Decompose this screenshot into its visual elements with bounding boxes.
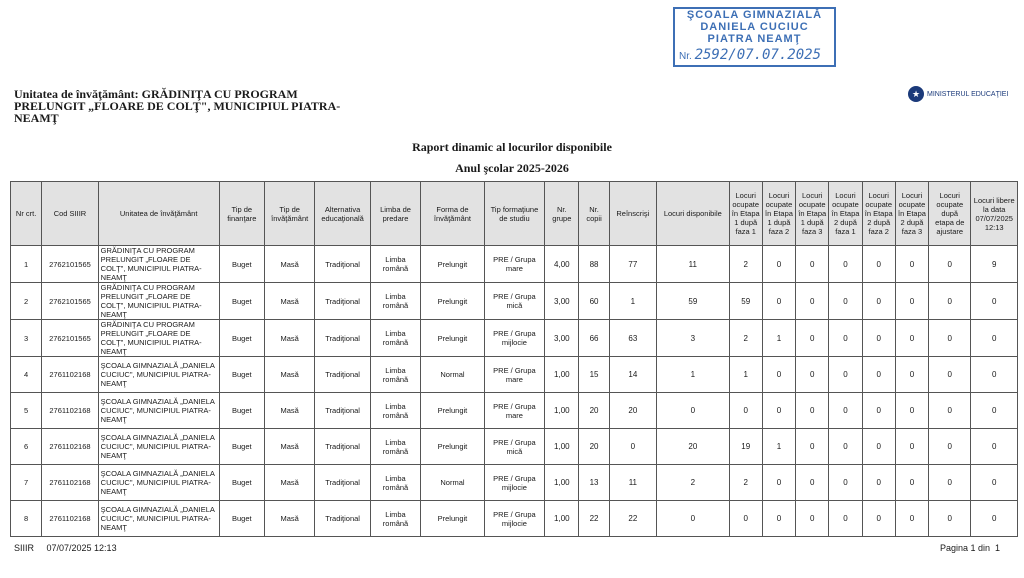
table-row	[11, 246, 1018, 283]
table-cell: Buget	[219, 283, 264, 320]
column-header: Locuri ocupate în Etapa 2 după faza 3	[895, 182, 928, 246]
table-row	[11, 320, 1018, 357]
table-cell: 0	[929, 357, 971, 393]
ministry-logo	[908, 86, 1008, 102]
footer-page-number: Pagina 1 din 1	[939, 543, 1000, 553]
table-cell: 0	[762, 246, 795, 283]
table-cell: 13	[579, 465, 609, 501]
table-cell: 0	[895, 501, 928, 537]
table-cell: Prelungit	[421, 320, 485, 357]
table-cell: PRE / Grupa mijlocie	[484, 501, 544, 537]
table-cell: Limba română	[370, 357, 420, 393]
unit-label: Unitatea de învăţământ: GRĂDINIŢA CU PROGRAM PRELUNGIT „FLOARE DE COLŢ", MUNICIPIUL PIATRA-NEAMŢ	[14, 87, 341, 125]
table-row	[11, 357, 1018, 393]
table-cell: 0	[971, 320, 1018, 357]
table-cell: Buget	[219, 357, 264, 393]
table-cell: 0	[796, 357, 829, 393]
table-cell: 0	[796, 393, 829, 429]
table-row	[11, 393, 1018, 429]
table-cell: Tradiţional	[315, 283, 370, 320]
table-cell: Masă	[264, 320, 314, 357]
column-header: Tip de finanţare	[219, 182, 264, 246]
table-cell: 0	[895, 357, 928, 393]
table-cell: Normal	[421, 357, 485, 393]
table-cell: 0	[829, 320, 862, 357]
table-cell: 2	[729, 246, 762, 283]
column-header: Cod SIIIR	[42, 182, 98, 246]
table-cell: 0	[895, 465, 928, 501]
table-cell: GRĂDINIŢA CU PROGRAM PRELUNGIT „FLOARE DE COLŢ", MUNICIPIUL PIATRA-NEAMŢ	[98, 320, 219, 357]
table-cell: Buget	[219, 320, 264, 357]
stamp-line-3: PIATRA NEAMŢ	[707, 33, 802, 45]
table-cell: 20	[609, 393, 656, 429]
table-cell: Buget	[219, 393, 264, 429]
table-cell: ŞCOALA GIMNAZIALĂ „DANIELA CUCIUC", MUNICIPIUL PIATRA-NEAMŢ	[98, 393, 219, 429]
school-stamp	[673, 7, 836, 67]
table-cell: 0	[929, 501, 971, 537]
table-cell: 0	[929, 465, 971, 501]
table-cell: 0	[829, 393, 862, 429]
column-header: Alternativa educaţională	[315, 182, 370, 246]
table-cell: 1	[762, 429, 795, 465]
column-header: Nr. grupe	[545, 182, 579, 246]
table-row	[11, 429, 1018, 465]
table-cell: Masă	[264, 465, 314, 501]
table-cell: Prelungit	[421, 393, 485, 429]
table-cell: Tradiţional	[315, 429, 370, 465]
places-table	[10, 181, 1018, 537]
footer-timestamp: SIIIR 07/07/2025 12:13	[14, 543, 117, 553]
table-cell: Prelungit	[421, 429, 485, 465]
table-cell: 20	[579, 429, 609, 465]
table-cell: 0	[971, 393, 1018, 429]
table-cell: 0	[971, 283, 1018, 320]
table-cell: 0	[971, 357, 1018, 393]
table-cell: 0	[862, 465, 895, 501]
table-cell: Tradiţional	[315, 320, 370, 357]
table-cell: 7	[11, 465, 42, 501]
table-cell: 2761102168	[42, 429, 98, 465]
table-cell: 0	[729, 501, 762, 537]
table-cell: PRE / Grupa mică	[484, 283, 544, 320]
table-cell: 0	[971, 429, 1018, 465]
table-cell: 1	[657, 357, 730, 393]
stamp-line-2: DANIELA CUCIUC	[700, 21, 809, 33]
table-cell: 19	[729, 429, 762, 465]
column-header: Unitatea de învăţământ	[98, 182, 219, 246]
table-cell: Prelungit	[421, 283, 485, 320]
table-cell: 0	[609, 429, 656, 465]
table-cell: Buget	[219, 465, 264, 501]
column-header: Locuri libere la data 07/07/2025 12:13	[971, 182, 1018, 246]
table-cell: 20	[657, 429, 730, 465]
table-cell: 1	[729, 357, 762, 393]
table-cell: GRĂDINIŢA CU PROGRAM PRELUNGIT „FLOARE DE COLŢ", MUNICIPIUL PIATRA-NEAMŢ	[98, 283, 219, 320]
table-cell: 2	[657, 465, 730, 501]
table-cell: 9	[971, 246, 1018, 283]
table-cell: 2762101565	[42, 320, 98, 357]
table-cell: 88	[579, 246, 609, 283]
table-cell: 59	[657, 283, 730, 320]
column-header: Locuri ocupate în Etapa 1 după faza 2	[762, 182, 795, 246]
table-cell: Masă	[264, 246, 314, 283]
column-header: Locuri ocupate în Etapa 1 după faza 3	[796, 182, 829, 246]
table-cell: 3,00	[545, 320, 579, 357]
table-cell: 8	[11, 501, 42, 537]
table-cell: 15	[579, 357, 609, 393]
table-cell: ŞCOALA GIMNAZIALĂ „DANIELA CUCIUC", MUNICIPIUL PIATRA-NEAMŢ	[98, 357, 219, 393]
column-header: Locuri ocupate în Etapa 2 după faza 1	[829, 182, 862, 246]
table-cell: 0	[895, 246, 928, 283]
table-cell: 0	[862, 501, 895, 537]
table-cell: 0	[762, 501, 795, 537]
table-cell: 1,00	[545, 393, 579, 429]
table-cell: Prelungit	[421, 246, 485, 283]
table-cell: GRĂDINIŢA CU PROGRAM PRELUNGIT „FLOARE DE COLŢ", MUNICIPIUL PIATRA-NEAMŢ	[98, 246, 219, 283]
table-cell: 0	[862, 357, 895, 393]
table-cell: Limba română	[370, 465, 420, 501]
table-cell: 2	[729, 320, 762, 357]
table-row	[11, 283, 1018, 320]
column-header: Locuri disponibile	[657, 182, 730, 246]
table-cell: 0	[829, 246, 862, 283]
report-title: Raport dinamic al locurilor disponibile	[412, 140, 612, 154]
table-cell: Masă	[264, 357, 314, 393]
table-cell: Tradiţional	[315, 393, 370, 429]
table-cell: Masă	[264, 501, 314, 537]
table-cell: 3	[657, 320, 730, 357]
table-cell: ŞCOALA GIMNAZIALĂ „DANIELA CUCIUC", MUNICIPIUL PIATRA-NEAMŢ	[98, 429, 219, 465]
table-cell: 0	[829, 429, 862, 465]
column-header: Nr crt.	[11, 182, 42, 246]
table-cell: 0	[796, 429, 829, 465]
table-cell: 0	[829, 283, 862, 320]
table-cell: 6	[11, 429, 42, 465]
table-cell: 0	[929, 320, 971, 357]
table-cell: 0	[895, 320, 928, 357]
table-cell: Tradiţional	[315, 465, 370, 501]
table-cell: 3	[11, 320, 42, 357]
table-cell: 77	[609, 246, 656, 283]
table-cell: ŞCOALA GIMNAZIALĂ „DANIELA CUCIUC", MUNICIPIUL PIATRA-NEAMŢ	[98, 465, 219, 501]
table-cell: Limba română	[370, 393, 420, 429]
table-cell: 0	[829, 501, 862, 537]
stamp-nr-label: Nr.	[679, 51, 692, 62]
table-cell: Buget	[219, 246, 264, 283]
stamp-nr-value: 2592/07.07.2025	[694, 47, 821, 63]
table-cell: 5	[11, 393, 42, 429]
table-cell: PRE / Grupa mare	[484, 357, 544, 393]
table-cell: 3,00	[545, 283, 579, 320]
table-cell: 4,00	[545, 246, 579, 283]
table-cell: 0	[796, 465, 829, 501]
table-cell: 1,00	[545, 465, 579, 501]
table-cell: 0	[762, 465, 795, 501]
table-cell: 0	[971, 501, 1018, 537]
table-cell: 0	[929, 246, 971, 283]
table-cell: 22	[579, 501, 609, 537]
table-cell: Tradiţional	[315, 246, 370, 283]
table-cell: 0	[895, 393, 928, 429]
table-cell: 20	[579, 393, 609, 429]
table-cell: 0	[929, 393, 971, 429]
table-cell: 0	[929, 283, 971, 320]
table-cell: 0	[895, 283, 928, 320]
table-cell: 0	[929, 429, 971, 465]
table-cell: 1	[609, 283, 656, 320]
column-header: Locuri ocupate în Etapa 2 după faza 2	[862, 182, 895, 246]
table-cell: Masă	[264, 393, 314, 429]
table-cell: 0	[829, 465, 862, 501]
table-cell: Prelungit	[421, 501, 485, 537]
table-cell: 0	[762, 393, 795, 429]
table-cell: 14	[609, 357, 656, 393]
table-cell: 2762101565	[42, 283, 98, 320]
table-cell: 2	[729, 465, 762, 501]
stamp-line-1: ŞCOALA GIMNAZIALĂ	[686, 9, 823, 21]
table-cell: ŞCOALA GIMNAZIALĂ „DANIELA CUCIUC", MUNICIPIUL PIATRA-NEAMŢ	[98, 501, 219, 537]
table-cell: 0	[657, 501, 730, 537]
table-cell: 0	[762, 357, 795, 393]
table-cell: PRE / Grupa mică	[484, 429, 544, 465]
table-cell: 4	[11, 357, 42, 393]
table-cell: Masă	[264, 429, 314, 465]
table-cell: 0	[971, 465, 1018, 501]
table-cell: Buget	[219, 501, 264, 537]
table-cell: 0	[729, 393, 762, 429]
table-row	[11, 501, 1018, 537]
table-cell: 2761102168	[42, 393, 98, 429]
table-cell: 0	[862, 246, 895, 283]
table-cell: PRE / Grupa mare	[484, 246, 544, 283]
table-cell: 1,00	[545, 501, 579, 537]
table-cell: Tradiţional	[315, 357, 370, 393]
table-cell: 1	[762, 320, 795, 357]
table-cell: Limba română	[370, 501, 420, 537]
table-cell: 22	[609, 501, 656, 537]
column-header: Limba de predare	[370, 182, 420, 246]
crest-icon: ★	[908, 86, 924, 102]
table-cell: 0	[796, 246, 829, 283]
table-cell: 11	[609, 465, 656, 501]
table-cell: 1	[11, 246, 42, 283]
table-cell: 0	[657, 393, 730, 429]
column-header: Forma de învăţământ	[421, 182, 485, 246]
table-cell: 60	[579, 283, 609, 320]
table-cell: 0	[862, 429, 895, 465]
table-cell: Normal	[421, 465, 485, 501]
table-cell: 2761102168	[42, 501, 98, 537]
table-cell: 0	[895, 429, 928, 465]
table-header-row	[11, 182, 1018, 246]
column-header: Tip formaţiune de studiu	[484, 182, 544, 246]
table-cell: Masă	[264, 283, 314, 320]
table-cell: PRE / Grupa mare	[484, 393, 544, 429]
table-cell: 0	[862, 393, 895, 429]
table-cell: 66	[579, 320, 609, 357]
table-cell: 0	[829, 357, 862, 393]
table-cell: Limba română	[370, 429, 420, 465]
table-cell: Tradiţional	[315, 501, 370, 537]
table-cell: 0	[762, 283, 795, 320]
table-cell: 59	[729, 283, 762, 320]
table-cell: 2	[11, 283, 42, 320]
table-cell: 1,00	[545, 429, 579, 465]
column-header: Locuri ocupate după etapa de ajustare	[929, 182, 971, 246]
table-cell: 1,00	[545, 357, 579, 393]
column-header: Nr. copii	[579, 182, 609, 246]
table-cell: 11	[657, 246, 730, 283]
stamp-registration	[679, 47, 821, 63]
table-row	[11, 465, 1018, 501]
column-header: Tip de învăţământ	[264, 182, 314, 246]
table-cell: 0	[862, 320, 895, 357]
table-cell: Limba română	[370, 283, 420, 320]
table-cell: 0	[796, 501, 829, 537]
table-cell: 0	[796, 283, 829, 320]
table-cell: PRE / Grupa mijlocie	[484, 465, 544, 501]
table-cell: 63	[609, 320, 656, 357]
ministry-name: MINISTERUL EDUCAŢIEI	[927, 90, 1009, 98]
table-cell: 2761102168	[42, 465, 98, 501]
column-header: Reînscrişi	[609, 182, 656, 246]
table-cell: 2762101565	[42, 246, 98, 283]
table-cell: Buget	[219, 429, 264, 465]
table-cell: Limba română	[370, 246, 420, 283]
table-cell: PRE / Grupa mijlocie	[484, 320, 544, 357]
table-cell: 0	[796, 320, 829, 357]
table-cell: 0	[862, 283, 895, 320]
table-cell: Limba română	[370, 320, 420, 357]
table-cell: 2761102168	[42, 357, 98, 393]
school-year: Anul şcolar 2025-2026	[455, 161, 569, 175]
column-header: Locuri ocupate în Etapa 1 după faza 1	[729, 182, 762, 246]
